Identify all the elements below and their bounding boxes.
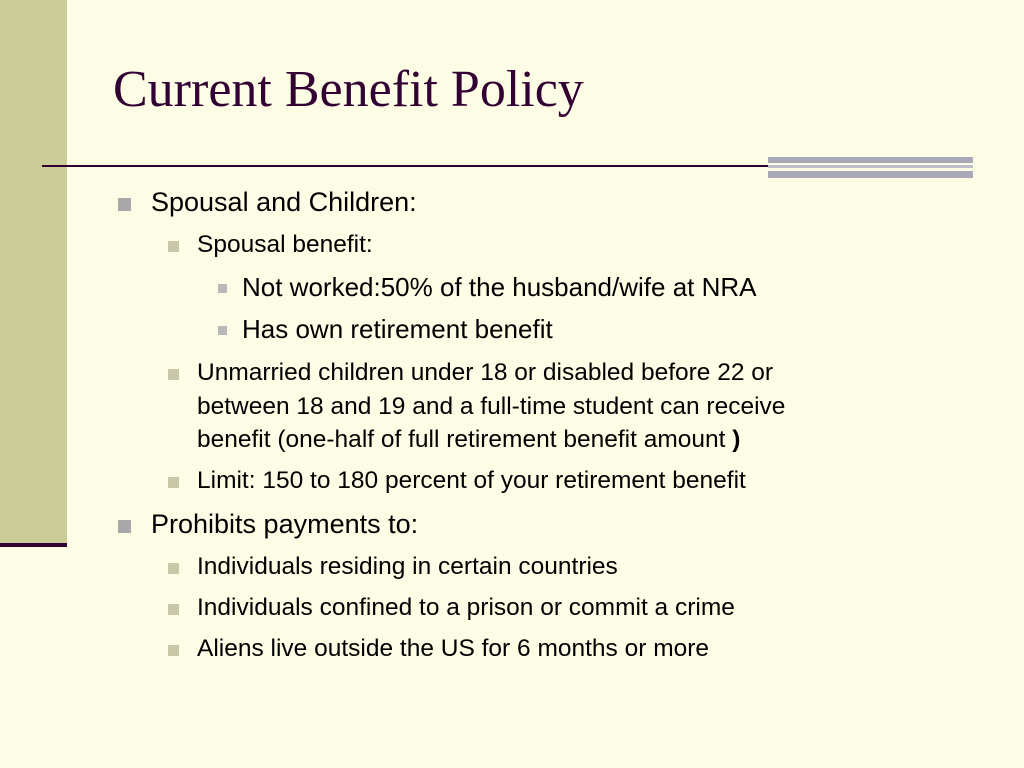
- list-item: Not worked:50% of the husband/wife at NRA: [242, 272, 757, 302]
- square-bullet-icon: [118, 520, 131, 533]
- list-item: Spousal and Children:: [151, 187, 417, 217]
- square-bullet-icon: [168, 645, 179, 656]
- square-bullet-icon: [168, 369, 179, 380]
- square-bullet-icon: [168, 477, 179, 488]
- list-item: Individuals residing in certain countries: [197, 553, 618, 580]
- square-bullet-icon: [168, 604, 179, 615]
- square-bullet-icon: [118, 198, 131, 211]
- list-item: Spousal benefit:: [197, 231, 373, 258]
- closing-paren: ): [732, 426, 741, 453]
- square-bullet-icon: [168, 241, 179, 252]
- list-item: Individuals confined to a prison or commit a crime: [197, 594, 735, 621]
- list-item: Has own retirement benefit: [242, 314, 553, 344]
- list-item-line: [197, 424, 740, 456]
- list-item-line: between 18 and 19 and a full-time student can receive: [197, 393, 786, 420]
- square-bullet-icon: [168, 563, 179, 574]
- square-bullet-icon: [218, 326, 227, 335]
- slide-title: Current Benefit Policy: [113, 61, 584, 118]
- list-item-line: Unmarried children under 18 or disabled before 22 or: [197, 359, 774, 386]
- list-item-text: benefit (one-half of full retirement benefit amount: [197, 426, 726, 453]
- list-item: Prohibits payments to:: [151, 509, 419, 539]
- list-item: Aliens live outside the US for 6 months or more: [197, 635, 710, 662]
- square-bullet-icon: [218, 284, 227, 293]
- list-item: Limit: 150 to 180 percent of your retirement benefit: [197, 467, 746, 494]
